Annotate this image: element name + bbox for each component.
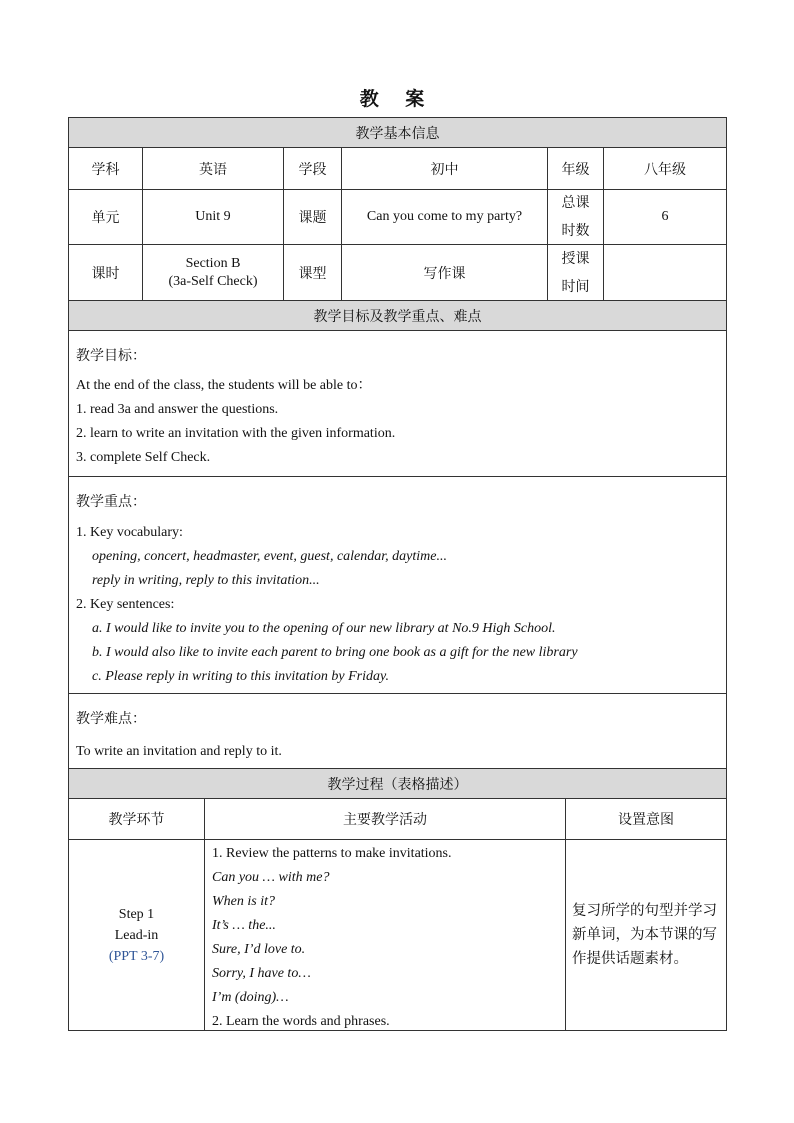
objective-intro: At the end of the class, the students will be able to：	[76, 378, 372, 393]
activity-line: I’m (doing)…	[212, 990, 289, 1005]
difficult-points-title: 教学难点：	[76, 711, 146, 727]
key-points-section	[68, 476, 727, 694]
lesson-type-label: 课型	[283, 244, 342, 301]
key-vocab-phrases: reply in writing, reply to this invitation...	[92, 573, 320, 588]
key-sentence: a. I would like to invite you to the opening of our new library at No.9 High School.	[92, 621, 556, 636]
key-points-title: 教学重点：	[76, 494, 146, 510]
teaching-time-value	[603, 244, 727, 301]
basic-info-header: 教学基本信息	[68, 117, 727, 148]
key-vocab-heading: 1. Key vocabulary:	[76, 525, 183, 540]
grade-value: 八年级	[603, 147, 727, 190]
teaching-time-label: 授课 时间	[547, 244, 604, 301]
activity-line: 2. Learn the words and phrases.	[212, 1014, 390, 1029]
subject-label: 学科	[68, 147, 143, 190]
document-title: 教 案	[359, 88, 435, 110]
activity-line: Can you … with me?	[212, 870, 330, 885]
step1-intent	[565, 839, 727, 1031]
unit-value: Unit 9	[142, 189, 284, 245]
goals-header: 教学目标及教学重点、难点	[68, 300, 727, 331]
grade-label: 年级	[547, 147, 604, 190]
objective-item: 1. read 3a and answer the questions.	[76, 402, 279, 417]
step1-cell	[68, 839, 205, 1031]
period-value: Section B (3a-Self Check)	[142, 244, 284, 301]
process-col-step: 教学环节	[68, 798, 205, 840]
process-header: 教学过程（表格描述）	[68, 768, 727, 799]
step1-ppt: (PPT 3-7)	[108, 948, 165, 964]
total-hours-label: 总课 时数	[547, 189, 604, 245]
stage-label: 学段	[283, 147, 342, 190]
step1-activities	[204, 839, 566, 1031]
lesson-type-value: 写作课	[341, 244, 548, 301]
objective-item: 3. complete Self Check.	[76, 450, 211, 465]
process-col-activity: 主要教学活动	[204, 798, 566, 840]
activity-line: Sorry, I have to…	[212, 966, 311, 981]
activity-line: Sure, I’d love to.	[212, 942, 306, 957]
key-sentences-heading: 2. Key sentences:	[76, 597, 175, 612]
subject-value: 英语	[142, 147, 284, 190]
difficult-points-section	[68, 693, 727, 769]
key-sentence: c. Please reply in writing to this invitation by Friday.	[92, 669, 389, 684]
process-col-intent: 设置意图	[565, 798, 727, 840]
activity-line: 1. Review the patterns to make invitations.	[212, 846, 452, 861]
unit-label: 单元	[68, 189, 143, 245]
step1-intent-text: 复习所学的句型并学习新单词，为本节课的写作提供话题素材。	[572, 903, 717, 967]
total-hours-value: 6	[603, 189, 727, 245]
activity-line: It’s … the...	[212, 918, 276, 933]
key-sentence: b. I would also like to invite each parent to bring one book as a gift for the new library	[92, 645, 578, 660]
objectives-title: 教学目标：	[76, 348, 146, 364]
objectives-section	[68, 330, 727, 477]
step1-name: Lead-in	[114, 927, 159, 943]
step1-number: Step 1	[118, 906, 155, 922]
objective-item: 2. learn to write an invitation with the given information.	[76, 426, 396, 441]
key-vocab-words: opening, concert, headmaster, event, guest, calendar, daytime...	[92, 549, 447, 564]
difficult-points-text: To write an invitation and reply to it.	[76, 744, 282, 759]
topic-label: 课题	[283, 189, 342, 245]
topic-value: Can you come to my party?	[341, 189, 548, 245]
stage-value: 初中	[341, 147, 548, 190]
activity-line: When is it?	[212, 894, 275, 909]
period-label: 课时	[68, 244, 143, 301]
